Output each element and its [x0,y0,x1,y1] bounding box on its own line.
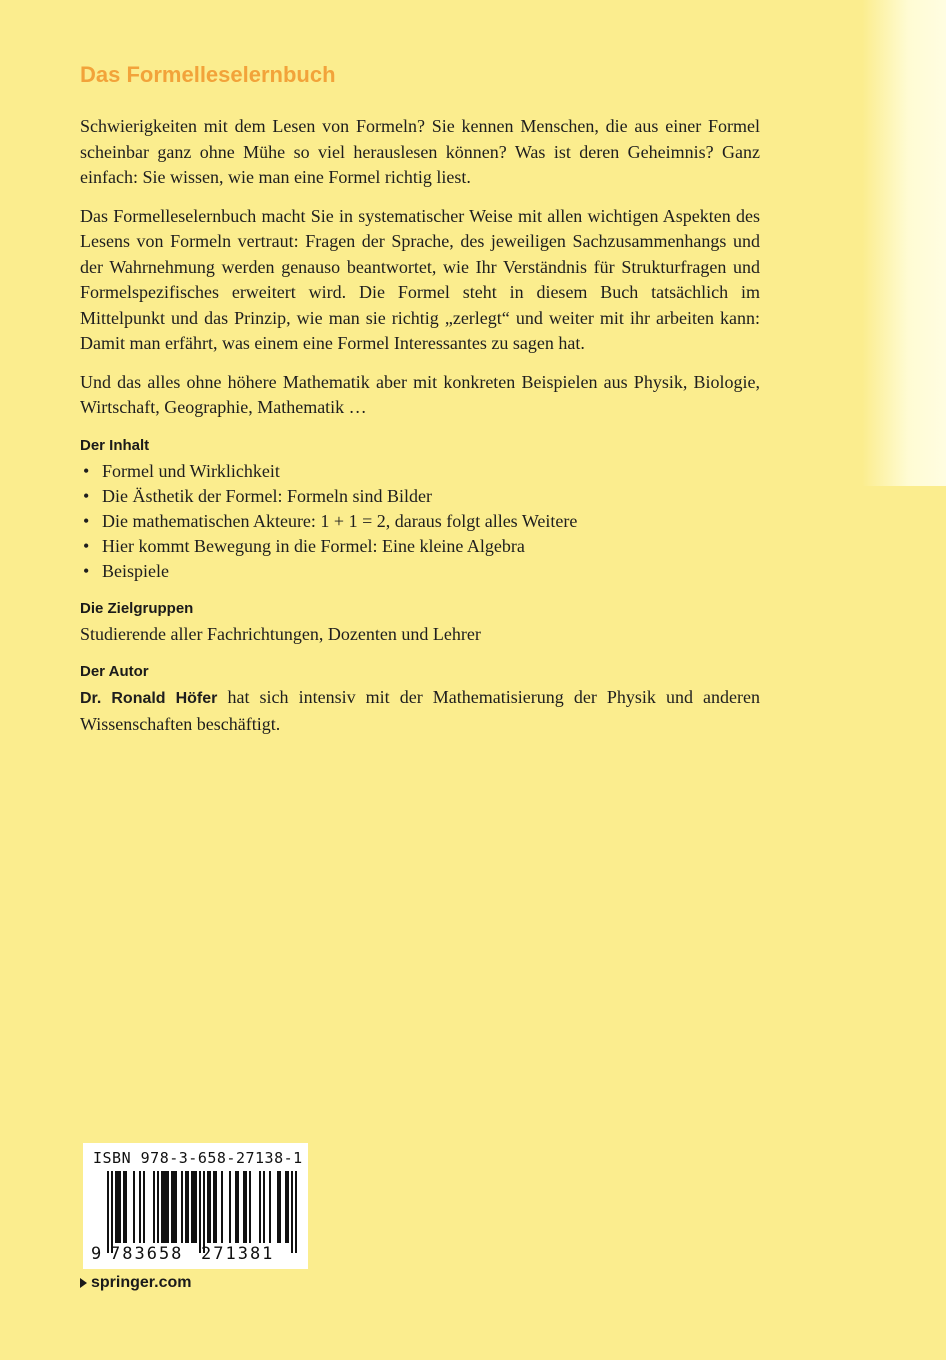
barcode-bar [139,1171,141,1243]
bullet-icon: • [83,510,90,531]
barcode-bar [279,1171,281,1243]
barcode-guard-bar [203,1171,205,1253]
barcode-bar [187,1171,189,1243]
barcode-bar [143,1171,145,1243]
blurb-paragraph-3: Und das alles ohne höhere Mathematik aber mit konkreten Beispielen aus Physik, Biologie, Wirtschaft, Geographie, Mathematik … [80,371,760,417]
barcode-bar [185,1171,187,1243]
barcode-bar [157,1171,159,1243]
barcode-bar [213,1171,215,1243]
barcode-bar [191,1171,193,1243]
ean-left-group: 783658 [110,1244,184,1264]
barcode-bar [259,1171,261,1243]
contents-heading: Der Inhalt [80,436,150,454]
barcode-bar [209,1171,211,1243]
list-item [80,534,760,559]
barcode-bar [193,1171,195,1243]
barcode-bar [263,1171,265,1243]
publisher-link[interactable] [80,1274,191,1292]
barcode-bar [125,1171,127,1243]
bullet-icon: • [83,560,90,581]
blurb-paragraph-2: Das Formelleselernbuch macht Sie in systematischer Weise mit allen wichtigen Aspekten des Lesens von Formeln vertraut: Fragen der Sprache, des jeweiligen Sachzusammenhangs und der Wahrnehmung werden genauso beantwortet, wie Ihr Verständnis für Strukturfragen und Formelspezifisches erweitert wird. Die Formel steht in diesem Buch tatsächlich im Mittelpunkt und das Prinzip, wie man sie richtig „zerlegt“ und weiter mit ihr arbeiten kann: Damit man erfährt, was einem eine Formel Interessantes zu sagen hat. [80,205,760,353]
arrow-right-icon [80,1278,87,1288]
barcode-bar [277,1171,279,1243]
author-name: Dr. Ronald Höfer [80,690,218,707]
author-heading: Der Autor [80,663,149,680]
list-item-text: Die mathematischen Akteure: 1 + 1 = 2, daraus folgt alles Weitere [102,510,578,531]
barcode-bar [215,1171,217,1243]
barcode-bar [245,1171,247,1243]
list-item [80,509,760,534]
isbn-label: ISBN 978-3-658-27138-1 [93,1149,303,1167]
barcode-bar [123,1171,125,1243]
publisher-link-text: springer.com [91,1274,192,1291]
book-title: Das Formelleselernbuch [80,62,336,87]
author-bio: hat sich intensiv mit der Mathematisierung der Physik und anderen Wissenschaften beschäftigt. [80,687,761,734]
list-item [80,459,760,484]
back-cover-content [80,62,760,750]
barcode-guard-bar [111,1171,113,1253]
barcode-bar [195,1171,197,1243]
barcode-bar [207,1171,209,1243]
barcode-guard-bar [291,1171,293,1253]
barcode-bar [243,1171,245,1243]
ean-first-digit: 9 [91,1244,102,1264]
barcode-bar [287,1171,289,1243]
barcode-bar [117,1171,119,1243]
barcode-bar [221,1171,223,1243]
barcode-bar [165,1171,167,1243]
barcode-bar [173,1171,175,1243]
list-item-text: Formel und Wirklichkeit [102,460,280,481]
bullet-icon: • [83,460,90,481]
list-item-text: Die Ästhetik der Formel: Formeln sind Bilder [102,485,432,506]
barcode-bar [181,1171,183,1243]
barcode-bar [237,1171,239,1243]
contents-list [80,459,760,584]
barcode-guard-bar [107,1171,109,1253]
barcode-bar [285,1171,287,1243]
list-item [80,559,760,584]
barcode-bar [163,1171,165,1243]
list-item [80,484,760,509]
bullet-icon: • [83,485,90,506]
barcode-bar [153,1171,155,1243]
barcode-bar [235,1171,237,1243]
blurb-paragraph-1: Schwierigkeiten mit dem Lesen von Formeln? Sie kennen Menschen, die aus einer Formel scheinbar ganz ohne Mühe so viel herauslesen können? Was ist deren Geheimnis? Ganz einfach: Sie wissen, wie man eine Formel richtig liest. [80,116,760,187]
ean-right-group: 271381 [201,1244,275,1264]
barcode-bar [161,1171,163,1243]
isbn-barcode [83,1143,308,1269]
barcode-bar [133,1171,135,1243]
barcode-bar [175,1171,177,1243]
barcode-bar [167,1171,169,1243]
barcode-bar [249,1171,251,1243]
barcode-bar [171,1171,173,1243]
audience-text: Studierende aller Fachrichtungen, Dozenten und Lehrer [80,623,481,644]
list-item-text: Beispiele [102,560,169,581]
barcode-bar [269,1171,271,1243]
spine-highlight [862,0,946,486]
barcode-guard-bar [199,1171,201,1253]
author-paragraph [80,685,760,737]
bullet-icon: • [83,535,90,556]
barcode-guard-bar [295,1171,297,1253]
barcode-bar [115,1171,117,1243]
barcode-bar [119,1171,121,1243]
list-item-text: Hier kommt Bewegung in die Formel: Eine kleine Algebra [102,535,525,556]
barcode-bar [229,1171,231,1243]
audience-heading: Die Zielgruppen [80,599,194,617]
